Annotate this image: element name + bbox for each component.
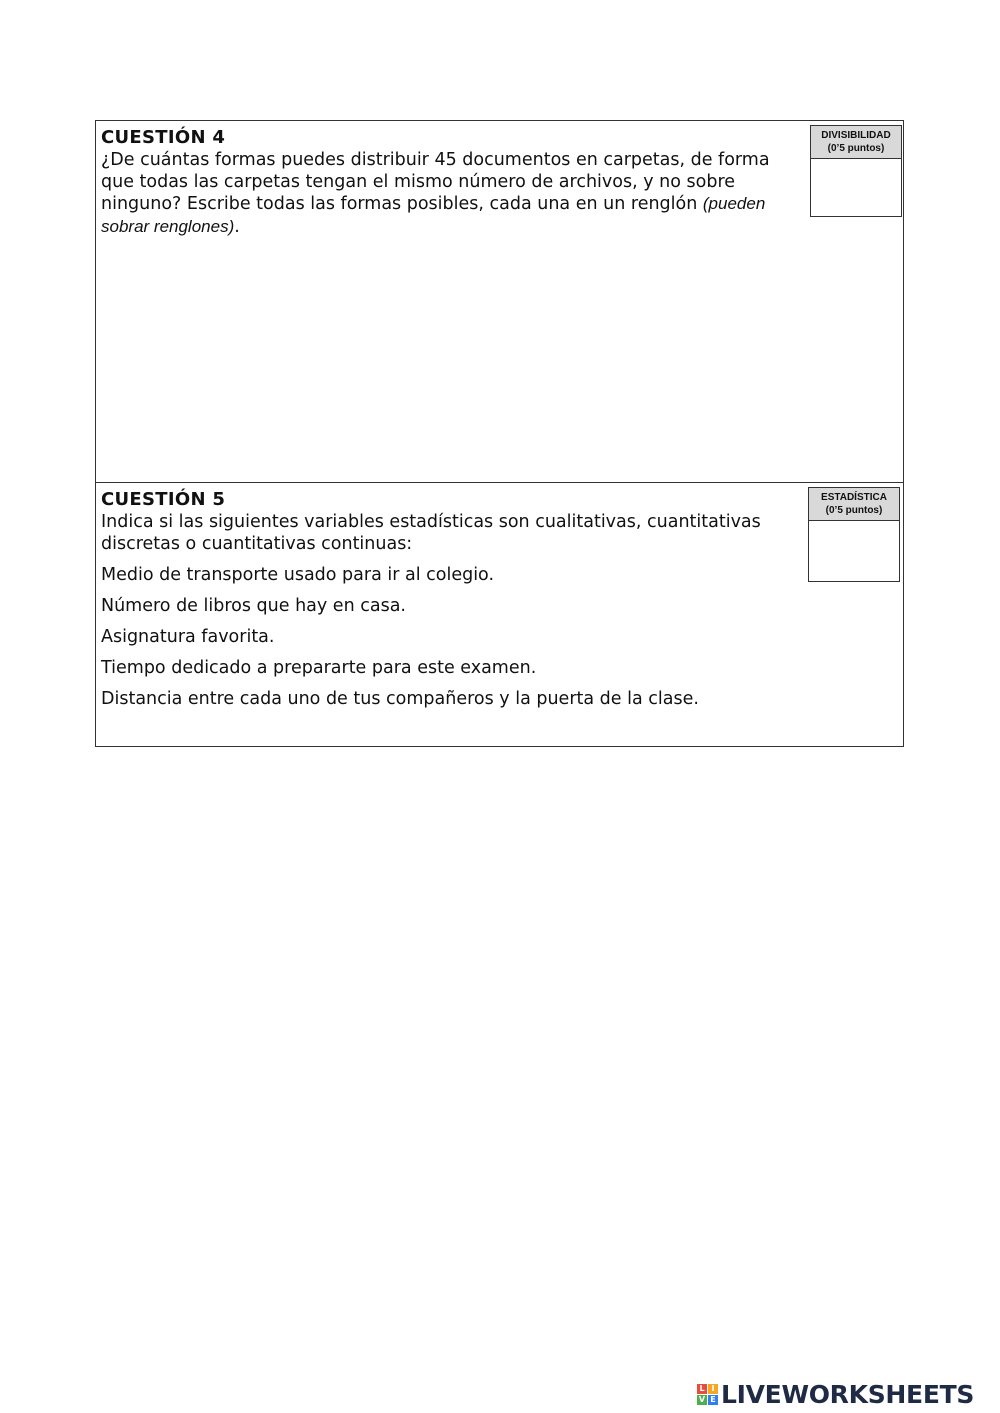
question-4-title: CUESTIÓN 4: [101, 127, 226, 148]
logo-icon-i: I: [708, 1384, 718, 1394]
variable-item-transport: Medio de transporte usado para ir al colegio.: [101, 565, 495, 585]
logo-icon-v: V: [698, 1394, 706, 1404]
question-4-box: [95, 120, 904, 483]
logo-icon-l: L: [697, 1384, 707, 1394]
variable-item-books: Número de libros que hay en casa.: [101, 596, 406, 616]
question-4-note: (pueden sobrar renglones): [101, 194, 766, 236]
variable-item-time: Tiempo dedicado a prepararte para este examen.: [101, 658, 537, 678]
question-4-text: [101, 150, 806, 238]
question-4-statement: ¿De cuántas formas puedes distribuir 45 documentos en carpetas, de forma que todas las carpetas tengan el mismo número de archivos, y no sobre ninguno? Escribe todas las formas posibles, cada una en un renglón: [101, 150, 770, 214]
variable-item-subject: Asignatura favorita.: [101, 627, 275, 647]
question-5-score-header: [809, 488, 899, 521]
variable-item-distance: Distancia entre cada uno de tus compañeros y la puerta de la clase.: [101, 689, 699, 709]
question-5-text: Indica si las siguientes variables estadísticas son cualitativas, cuantitativas discretas o cuantitativas continuas:: [101, 512, 761, 554]
question-4-score-points: (0’5 puntos): [827, 143, 885, 154]
question-4-note-suffix: .: [234, 216, 240, 237]
logo-text: LIVEWORKSHEETS: [721, 1379, 975, 1409]
question-5-score-points: (0’5 puntos): [825, 505, 883, 516]
liveworksheets-logo: [697, 1378, 974, 1410]
question-5-box: [95, 482, 904, 747]
question-5-score-box: [808, 487, 900, 582]
logo-icon-e: E: [708, 1395, 718, 1405]
question-4-score-box: [810, 125, 902, 217]
question-5-score-category: ESTADÍSTICA: [821, 492, 887, 503]
question-4-score-category: DIVISIBILIDAD: [821, 130, 891, 141]
question-5-title: CUESTIÓN 5: [101, 489, 226, 510]
question-4-score-header: [811, 126, 901, 159]
logo-icon: [697, 1384, 718, 1405]
variables-list: [101, 565, 699, 720]
